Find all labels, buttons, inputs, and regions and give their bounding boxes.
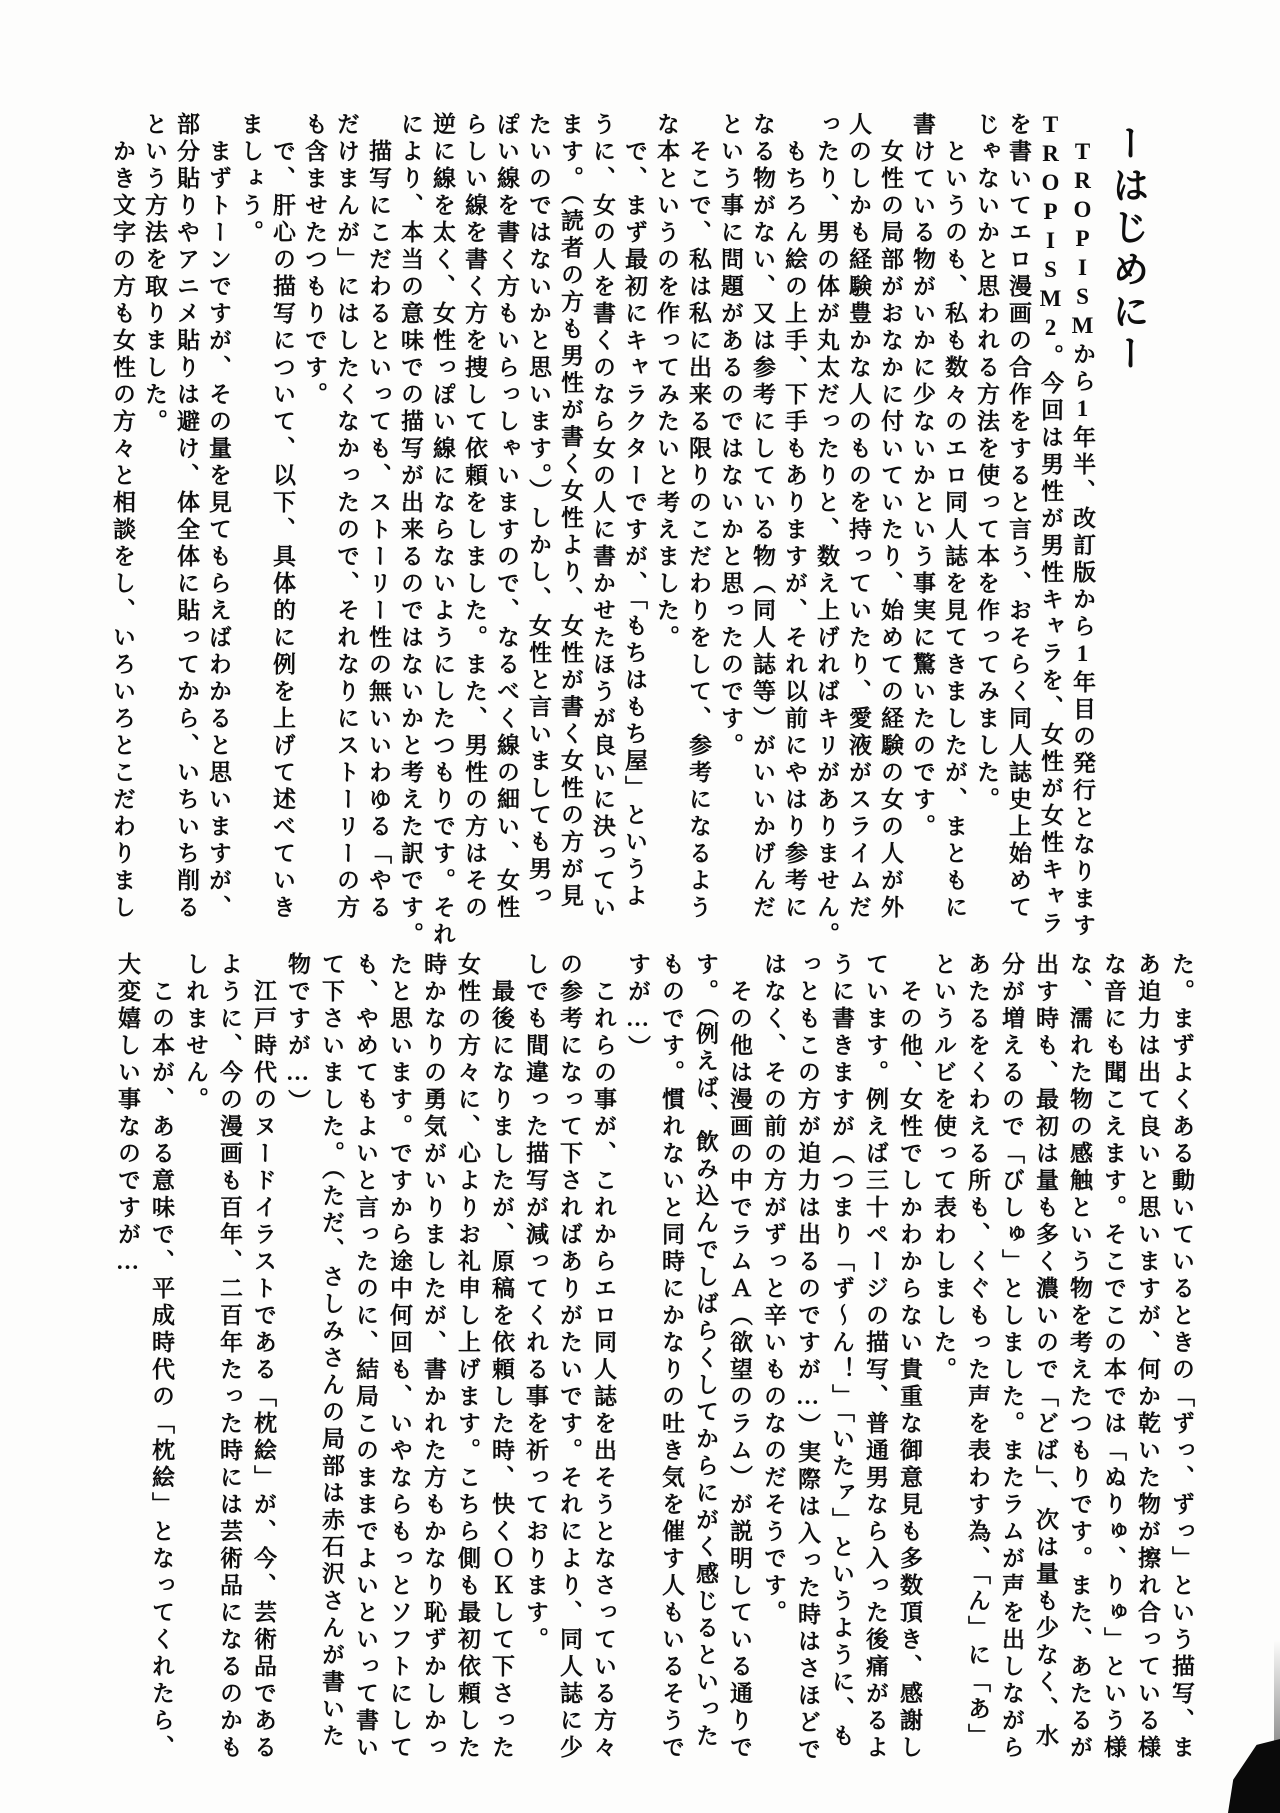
text-column: たいのではないかと思います。）しかし、女性と言いましても男っ [526,112,551,911]
text-column: ます。（読者の方も男性が書く女性より、女性が書く女性の方が見 [558,112,583,911]
text-column: というルビを使って表わしました。 [931,952,956,1384]
text-column: な、濡れた物の感触という物を考えたつもりです。また、あたるが [1067,952,1092,1762]
text-column: しでも間違った描写が減ってくれる事を祈っております。 [523,952,548,1654]
text-column: 最後になりましたが、原稿を依頼した時、快くＯＫして下さった [489,952,514,1762]
text-column: うに、女の人を書くのなら女の人に書かせたほうが良いに決ってい [590,112,615,922]
text-column: で、まず最初にキャラクターですが、「もちはもち屋」というよ [622,112,647,911]
text-column: 大変嬉しい事なのですが… [115,952,140,1278]
text-column: ぽい線を書く方もいらっしゃいますので、なるべく線の細い、女性 [494,112,519,922]
text-column: はなく、その前の方がずっと辛いものなのだそうです。 [761,952,786,1627]
intro-paragraphs-bottom [110,952,1198,1764]
text-column: 人のしかも経験豊かな人のものを持っていたり、愛液がスライムだ [846,112,871,922]
text-column: っともこの方が迫力は出るのですが…）実際は入った時はさほどで [795,952,820,1764]
text-column: すが…） [625,952,650,1062]
text-column: を書いてエロ漫画の合作をすると言う、おそらく同人誌史上始めて [1006,112,1031,922]
text-column: この本が、ある意味で、平成時代の「枕絵」となってくれたら、 [149,952,174,1762]
text-column: しれません。 [183,952,208,1114]
text-column: により、本当の意味での描写が出来るのではないかと考えた訳です。 [398,112,423,949]
text-column: で、肝心の描写について、以下、具体的に例を上げて述べていき [270,112,295,922]
text-column: 書けている物がいかに少ないかという事実に驚いたのです。 [910,112,935,841]
intro-paragraphs-top [106,112,1098,949]
text-column: 物ですが…） [285,952,310,1116]
text-column: ったり、男の体が丸太だったりと、数え上げればキリがありません。 [814,112,839,949]
text-column: た。まずよくある動いているときの「ずっ、ずっ」という描写、ま [1169,952,1194,1762]
text-column: TROPISMから1年半、改訂版から1年目の発行となります [1070,112,1095,940]
text-column: TROPISM2。今回は男性が男性キャラを、女性が女性キャラ [1038,112,1063,938]
text-column: これらの事が、これからエロ同人誌を出そうとなさっている方々 [591,952,616,1762]
text-column: うに書きますが（つまり「ず〜ん！」「いたァ」というように、も [829,952,854,1751]
text-column: 江戸時代のヌードイラストである「枕絵」が、今、芸術品である [251,952,276,1762]
text-column: その他は漫画の中でラムＡ（欲望のラム）が説明している通りで [727,952,752,1762]
text-column: も含ませたつもりです。 [302,112,327,409]
text-column: も、やめてもよいと言ったのに、結局このままでよいといって書い [353,952,378,1762]
page-title: ーはじめにー [1106,124,1147,376]
text-column: まずトーンですが、その量を見てもらえばわかると思いますが、 [206,112,231,922]
text-column: 女性の方々に、心よりお礼申し上げます。こちら側も最初依頼した [455,952,480,1762]
text-column: な音にも聞こえます。そこでこの本では「ぬりゅ、りゅ」という様 [1101,952,1126,1762]
text-column: あ迫力は出て良いと思いますが、何か乾いた物が擦れ合っている様 [1135,952,1160,1762]
text-column: もちろん絵の上手、下手もありますが、それ以前にやはり参考に [782,112,807,922]
text-column: な本というのを作ってみたいと考えました。 [654,112,679,652]
text-column: そこで、私は私に出来る限りのこだわりをして、参考になるよう [686,112,711,922]
text-column: かき文字の方も女性の方々と相談をし、いろいろとこだわりまし [110,112,135,922]
text-column: だけまんが」にはしたくなかったので、それなりにストーリーの方 [334,112,359,922]
text-column: その他、女性でしかわからない貴重な御意見も多数頂き、感謝し [897,952,922,1762]
text-column: ましょう。 [238,112,263,247]
scan-artifact [1228,1739,1280,1813]
text-column: あたるをくわえる所も、くぐもった声を表わす為、「ん」に「あ」 [965,952,990,1751]
text-column: す。（例えば、飲み込んでしばらくしてからにがく感じるといった [693,952,718,1751]
text-column: 時かなりの勇気がいりましたが、書かれた方もかなり恥ずかしかっ [421,952,446,1762]
text-column: ています。例えば三十ページの描写、普通男なら入った後痛がるよ [863,952,888,1762]
text-column: 描写にこだわるといっても、ストーリー性の無いいわゆる「やる [366,112,391,922]
text-column: なる物がない、又は参考にしている物（同人誌等）がいいかげんだ [750,112,775,922]
text-column: 逆に線を太く、女性っぽい線にならないようにしたつもりです。それ [430,112,455,949]
text-column: 部分貼りやアニメ貼りは避け、体全体に貼ってから、いちいち削る [174,112,199,922]
text-column: て下さいました。（ただ、さしみさんの局部は赤石沢さんが書いた [319,952,344,1751]
text-column: らしい線を書く方を捜して依頼をしました。また、男性の方はその [462,112,487,922]
text-column: の参考になって下さればありがたいです。それにより、同人誌に少 [557,952,582,1762]
text-column: ように、今の漫画も百年、二百年たった時には芸術品になるのかも [217,952,242,1762]
text-column: 分が増えるので「びしゅ」としました。またラムが声を出しながら [999,952,1024,1762]
text-column: たと思います。ですから途中何回も、いやならもっとソフトにして [387,952,412,1762]
text-column: という事に問題があるのではないかと思ったのです。 [718,112,743,760]
text-column: というのも、私も数々のエロ同人誌を見てきましたが、まともに [942,112,967,922]
text-column: 女性の局部がおなかに付いていたり、始めての経験の女の人が外 [878,112,903,922]
text-column: 出す時も、最初は量も多く濃いので「どば」、次は量も少なく、水 [1033,952,1058,1751]
text-column: という方法を取りました。 [142,112,167,436]
text-column: じゃないかと思われる方法を使って本を作ってみました。 [974,112,999,814]
text-column: ものです。慣れないと同時にかなりの吐き気を催す人もいるそうで [659,952,684,1762]
